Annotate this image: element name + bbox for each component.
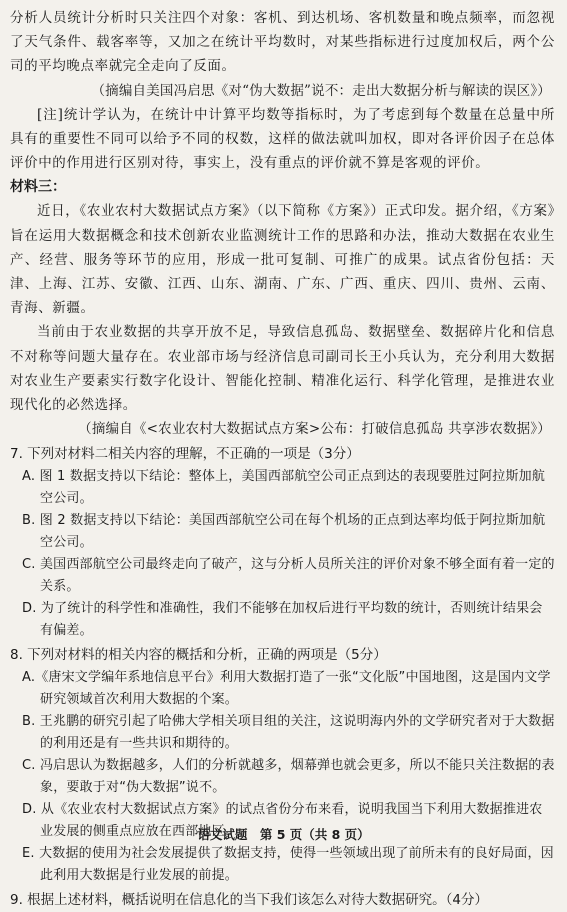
question-8-option-c: C. 冯启思认为数据越多，人们的分析就越多，烟幕弹也就会更多，所以不能只关注数据的表象，要敢于对“伪大数据”说不。 <box>22 758 555 796</box>
material3-paragraph-2: 当前由于农业数据的共享开放不足，导致信息孤岛、数据壁垒、数据碎片化和信息不对称等问题大量存在。农业部市场与经济信息司副司长王小兵认为，充分利用大数据对农业生产要素实行数字化设计、智能化控制、精准化运行、科学化管理，是推进农业现代化的必然选择。 <box>10 324 555 414</box>
question-8 <box>10 644 555 887</box>
question-8-stem: 8. 下列对材料的相关内容的概括和分析，正确的两项是（5分） <box>10 647 387 664</box>
question-7-stem: 7. 下列对材料二相关内容的理解，不正确的一项是（3分） <box>10 446 360 463</box>
question-8-option-d: D. 从《农业农村大数据试点方案》的试点省份分布来看，说明我国当下利用大数据推进农业发展的侧重点应放在西部地区。 <box>22 802 543 840</box>
source-citation-1: （摘编自美国冯启思《对“伪大数据”说不：走出大数据分析与解读的误区》） <box>91 82 551 99</box>
question-7-option-d: D. 为了统计的科学性和准确性，我们不能够在加权后进行平均数的统计，否则统计结果会有偏差。 <box>22 601 543 639</box>
question-7-option-b: B. 图 2 数据支持以下结论：美国西部航空公司在每个机场的正点到达率均低于阿拉斯加航空公司。 <box>22 513 546 551</box>
question-8-option-a: A.《唐宋文学编年系地信息平台》利用大数据打造了一张“文化版”中国地图，这是国内文学研究领域首次利用大数据的个案。 <box>22 670 551 708</box>
source-citation-2: （摘编自《<农业农村大数据试点方案>公布：打破信息孤岛 共享涉农数据》） <box>78 421 551 438</box>
question-8-option-e: E. 大数据的使用为社会发展提供了数据支持，使得一些领域出现了前所未有的良好局面，因此利用大数据是行业发展的前提。 <box>22 846 554 884</box>
intro-paragraph: 分析人员统计分析时只关注四个对象：客机、到达机场、客机数量和晚点频率，而忽视了天气条件、载客率等，又加之在统计平均数时，对某些指标进行过度加权后，两个公司的平均晚点率就完全走向了反面。 <box>10 10 555 75</box>
question-8-option-b: B. 王兆鹏的研究引起了哈佛大学相关项目组的关注，这说明海内外的文学研究者对于大数据的利用还是有一些共识和期待的。 <box>22 714 555 752</box>
material3-paragraph-1: 近日，《农业农村大数据试点方案》（以下简称《方案》）正式印发。据介绍，《方案》旨在运用大数据概念和技术创新农业监测统计工作的思路和办法，推动大数据在农业生产、经营、服务等环节的应用，形成一批可复制、可推广的成果。试点省份包括：天津、上海、江苏、安徽、江西、山东、湖南、广东、广西、重庆、四川、贵州、云南、青海、新疆。 <box>10 203 555 317</box>
question-7-option-c: C. 美国西部航空公司最终走向了破产，这与分析人员所关注的评价对象不够全面有着一定的关系。 <box>22 557 555 595</box>
page-footer: 语文试题 第 5 页（共 8 页） <box>197 827 370 842</box>
question-9-stem: 9. 根据上述材料，概括说明在信息化的当下我们该怎么对待大数据研究。（4分） <box>10 892 489 909</box>
question-7 <box>10 443 555 642</box>
question-7-option-a: A. 图 1 数据支持以下结论：整体上，美国西部航空公司正点到达的表现要胜过阿拉斯加航空公司。 <box>22 469 546 507</box>
material3-heading: 材料三： <box>10 179 66 196</box>
note-paragraph: [注]统计学认为，在统计中计算平均数等指标时，为了考虑到每个数量在总量中所具有的重要性不同可以给予不同的权数，这样的做法就叫加权，即对各评价因子在总体评价中的作用进行区别对待，事实上，没有重点的评价就不算是客观的评价。 <box>10 106 555 172</box>
